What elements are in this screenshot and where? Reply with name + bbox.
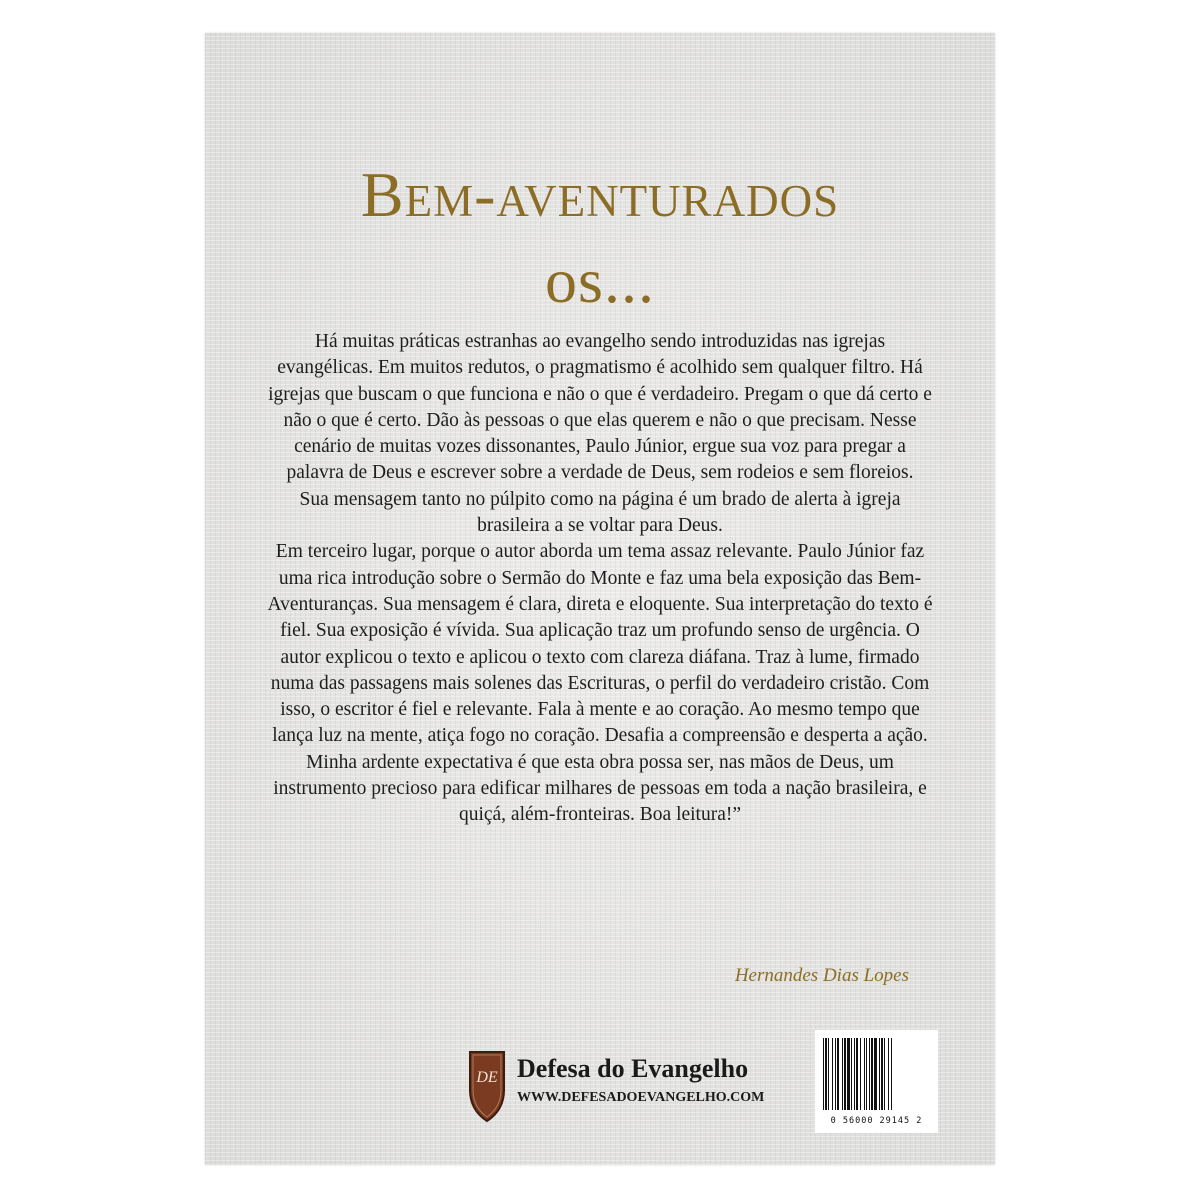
barcode-bar: [860, 1038, 861, 1110]
barcode-bar: [854, 1038, 855, 1110]
blurb-text: [265, 329, 935, 829]
publisher-logo: [467, 1048, 767, 1128]
barcode-bar: [891, 1038, 892, 1110]
barcode-bars: [821, 1038, 931, 1110]
barcode-bar: [835, 1038, 836, 1110]
author-signature: Hernandes Dias Lopes: [734, 965, 909, 986]
barcode-bar: [881, 1038, 883, 1110]
barcode-bar: [847, 1038, 850, 1110]
blurb-paragraph: Minha ardente expectativa é que esta obra possa ser, nas mãos de Deus, um instrumento precioso para edificar milhares de pessoas em toda a nação brasileira, e quiçá, além-fronteiras. Boa leitura!”: [273, 751, 927, 826]
barcode-bar: [864, 1038, 865, 1110]
title-text-1: Bem-aventurados: [360, 159, 840, 230]
barcode-digits: 0 56000 29145 2: [830, 1116, 923, 1126]
barcode-bar: [844, 1038, 846, 1110]
barcode-bar: [828, 1038, 829, 1110]
blurb-paragraph: Sua mensagem tanto no púlpito como na página é um brado de alerta à igreja brasileira a se voltar para Deus.: [299, 488, 901, 537]
barcode-bar: [879, 1038, 880, 1110]
barcode: [815, 1030, 938, 1133]
barcode-bar: [837, 1038, 839, 1110]
barcode-bar: [851, 1038, 852, 1110]
cover-title-line1: [205, 159, 995, 230]
barcode-bar: [888, 1038, 889, 1110]
blurb-paragraph: Há muitas práticas estranhas ao evangelho sendo introduzidas nas igrejas evangélicas. Em muitos redutos, o pragmatismo é acolhido sem qualquer filtro. Há igrejas que buscam o que funciona e não o que é verdadeiro. Pregam o que dá certo e não o que é certo. Dão às pessoas o que elas querem e não o que precisam. Nesse cenário de muitas vozes dissonantes, Paulo Júnior, ergue sua voz para pregar a palavra de Deus e escrever sobre a verdade de Deus, sem rodeios e sem floreios.: [268, 331, 932, 484]
barcode-bar: [825, 1038, 827, 1110]
book-back-cover: [205, 33, 995, 1165]
barcode-bar: [842, 1038, 843, 1110]
barcode-bar: [856, 1038, 858, 1110]
shield-letters: DE: [476, 1069, 498, 1086]
barcode-bar: [884, 1038, 885, 1110]
title-text-2: os...: [545, 245, 655, 316]
barcode-bar: [874, 1038, 877, 1110]
publisher-url: WWW.DEFESADOEVANGELHO.COM: [517, 1090, 765, 1105]
barcode-bar: [823, 1038, 824, 1110]
shield-icon: [467, 1048, 507, 1124]
barcode-bar: [869, 1038, 870, 1110]
cover-title-line2: [205, 245, 995, 316]
barcode-bar: [866, 1038, 867, 1110]
barcode-bar: [832, 1038, 833, 1110]
publisher-name: Defesa do Evangelho: [517, 1054, 749, 1083]
barcode-bar: [871, 1038, 873, 1110]
blurb-paragraph: Em terceiro lugar, porque o autor aborda um tema assaz relevante. Paulo Júnior faz uma rica introdução sobre o Sermão do Monte e faz uma bela exposição das Bem-Aventuranças. Sua mensagem é clara, direta e eloquente. Sua interpretação do texto é fiel. Sua exposição é vívida. Sua aplicação traz um profundo senso de urgência. O autor explicou o texto e aplicou o texto com clareza diáfana. Traz à lume, firmado numa das passagens mais solenes das Escrituras, o perfil do verdadeiro cristão. Com isso, o escritor é fiel e relevante. Fala à mente e ao coração. Ao mesmo tempo que lança luz na mente, atiça fogo no coração. Desafia a compreensão e desperta a ação.: [267, 541, 933, 747]
